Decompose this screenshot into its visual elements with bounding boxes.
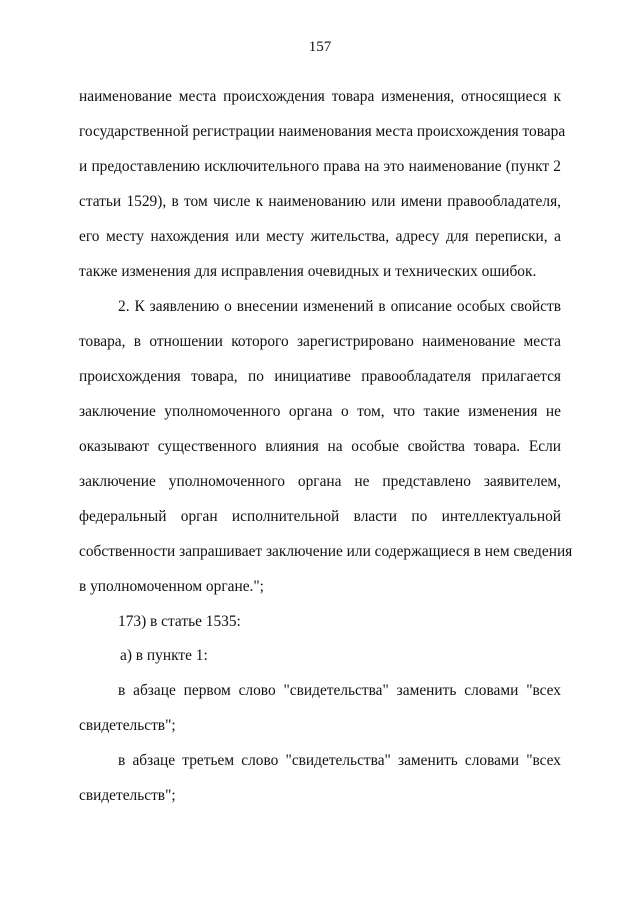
text-line: его месту нахождения или месту жительства, адресу для переписки, а [79,228,561,245]
text-line: заключение уполномоченного органа не представлено заявителем, [79,473,561,490]
text-line: федеральный орган исполнительной власти по интеллектуальной [79,508,561,525]
text-line: происхождения товара, по инициативе правообладателя прилагается [79,368,561,385]
text-line: и предоставлению исключительного права на это наименование (пункт 2 [79,158,561,175]
text-line: оказывают существенного влияния на особые свойства товара. Если [79,438,561,455]
text-line: наименование места происхождения товара изменения, относящиеся к [79,88,561,105]
text-line: также изменения для исправления очевидных и технических ошибок. [79,263,537,280]
page-number: 157 [308,39,332,55]
text-line: заключение уполномоченного органа о том, что такие изменения не [79,403,561,420]
text-line: свидетельств"; [79,787,176,804]
text-line: а) в пункте 1: [120,647,208,664]
text-line: 173) в статье 1535: [118,613,241,630]
text-line: в абзаце третьем слово "свидетельства" заменить словами "всех [118,752,561,769]
text-line: государственной регистрации наименования места происхождения товара [79,123,566,140]
text-line: товара, в отношении которого зарегистрировано наименование места [79,333,561,350]
text-line: в абзаце первом слово "свидетельства" заменить словами "всех [118,682,561,699]
text-line: статьи 1529), в том числе к наименованию или имени правообладателя, [79,193,561,210]
text-line: 2. К заявлению о внесении изменений в описание особых свойств [118,298,561,315]
text-line: в уполномоченном органе."; [79,578,264,595]
text-line: свидетельств"; [79,717,176,734]
text-line: собственности запрашивает заключение или содержащиеся в нем сведения [79,543,573,560]
